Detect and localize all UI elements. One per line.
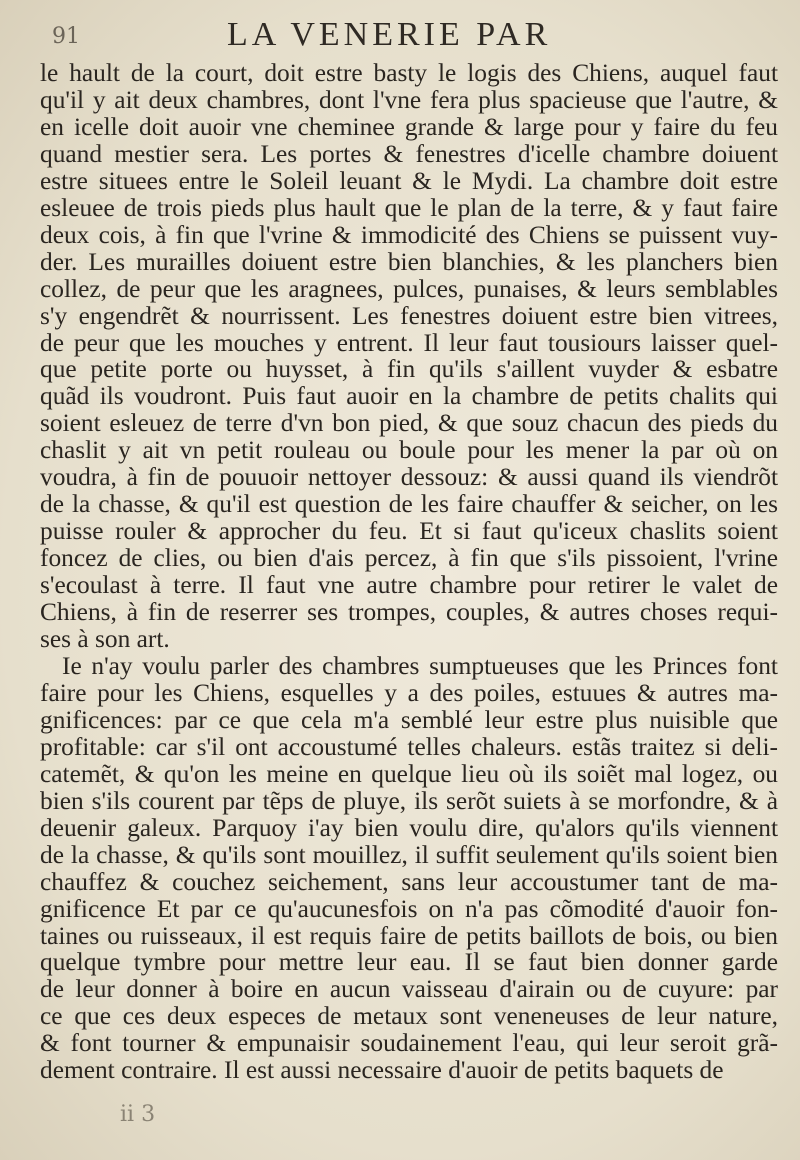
text-line: foncez de clies, ou bien d'ais percez, à fin que s'ils pissoient, l'vrine xyxy=(40,544,778,573)
text-line: voudra, à fin de pouuoir nettoyer dessouz: & aussi quand ils viendrõt xyxy=(40,463,778,492)
text-line: Chiens, à fin de reserrer ses trompes, couples, & autres choses requi- xyxy=(40,598,778,627)
text-line: de la chasse, & qu'ils sont mouillez, il suffit seulement qu'ils soient bien xyxy=(40,840,778,869)
text-line: le hault de la court, doit estre basty le logis des Chiens, auquel faut xyxy=(40,59,778,87)
text-line: quelque tymbre pour mettre leur eau. Il se faut bien donner garde xyxy=(40,948,778,977)
text-line: esleuee de trois pieds plus hault que le plan de la terre, & y faut faire xyxy=(40,193,778,222)
text-line: s'y engendrẽt & nourrissent. Les fenestres doiuent estre bien vitrees, xyxy=(40,301,778,330)
body-text xyxy=(40,60,778,1084)
text-line: der. Les murailles doiuent estre bien blanchies, & les planchers bien xyxy=(40,247,778,276)
text-line: faire pour les Chiens, esquelles y a des poiles, estuues & autres ma- xyxy=(40,678,778,707)
text-line: catemẽt, & qu'on les meine en quelque lieu où ils soiẽt mal logez, ou xyxy=(40,759,778,788)
text-line: ses à son art. xyxy=(40,625,170,654)
text-line: & font tourner & empunaisir soudainement l'eau, qui leur seroit grã- xyxy=(40,1029,778,1058)
text-line: dement contraire. Il est aussi necessaire d'auoir de petits baquets de xyxy=(40,1056,724,1085)
signature-mark: ii 3 xyxy=(120,1102,156,1127)
text-line: estre situees entre le Soleil leuant & le Mydi. La chambre doit estre xyxy=(40,166,778,195)
text-line: collez, de peur que les aragnees, pulces, punaises, & leurs semblables xyxy=(40,274,778,303)
text-line: qu'il y ait deux chambres, dont l'vne fera plus spacieuse que l'autre, & xyxy=(40,85,778,114)
text-line: deux cois, à fin que l'vrine & immodicité des Chiens se puissent vuy- xyxy=(40,220,778,249)
text-line: quand mestier sera. Les portes & fenestres d'icelle chambre doiuent xyxy=(40,139,778,168)
text-line: chaslit y ait vn petit rouleau ou boule pour les mener la par où on xyxy=(40,436,778,465)
text-line: profitable: car s'il ont accoustumé telles chaleurs. estãs traitez si deli- xyxy=(40,732,778,761)
text-line: de peur que les mouches y entrent. Il leur faut tousiours laisser quel- xyxy=(40,328,778,357)
text-line: gnificence Et par ce qu'aucunesfois on n'a pas cõmodité d'auoir fon- xyxy=(40,894,778,923)
text-line: ce que ces deux especes de metaux sont veneneuses de leur nature, xyxy=(40,1002,778,1031)
text-line: gnificences: par ce que cela m'a semblé leur estre plus nuisible que xyxy=(40,705,778,734)
text-line: taines ou ruisseaux, il est requis faire de petits baillots de bois, ou bien xyxy=(40,921,778,950)
page-header xyxy=(52,16,770,56)
text-line: soient esleuez de terre d'vn bon pied, & que souz chacun des pieds du xyxy=(40,409,778,438)
text-line: en icelle doit auoir vne cheminee grande & large pour y faire du feu xyxy=(40,112,778,141)
text-line: s'ecoulast à terre. Il faut vne autre chambre pour retirer le valet de xyxy=(40,571,778,600)
text-line: Ie n'ay voulu parler des chambres sumptueuses que les Princes font xyxy=(62,651,778,680)
folio-number: 91 xyxy=(52,24,80,49)
text-line: puisse rouler & approcher du feu. Et si faut qu'iceux chaslits soient xyxy=(40,517,778,546)
text-line: de la chasse, & qu'il est question de les faire chauffer & seicher, on les xyxy=(40,490,778,519)
text-line: de leur donner à boire en aucun vaisseau d'airain ou de cuyure: par xyxy=(40,975,778,1004)
text-line: bien s'ils courent par tẽps de pluye, ils serõt suiets à se morfondre, & à xyxy=(40,786,778,815)
text-line: chauffez & couchez seichement, sans leur accoustumer tant de ma- xyxy=(40,867,778,896)
running-head: LA VENERIE PAR xyxy=(227,16,552,53)
text-line: quãd ils voudront. Puis faut auoir en la chambre de petits chalits qui xyxy=(40,382,778,411)
text-line: deuenir galeux. Parquoy i'ay bien voulu dire, qu'alors qu'ils viennent xyxy=(40,813,778,842)
text-line: que petite porte ou huysset, à fin qu'ils s'aillent vuyder & esbatre xyxy=(40,355,778,384)
